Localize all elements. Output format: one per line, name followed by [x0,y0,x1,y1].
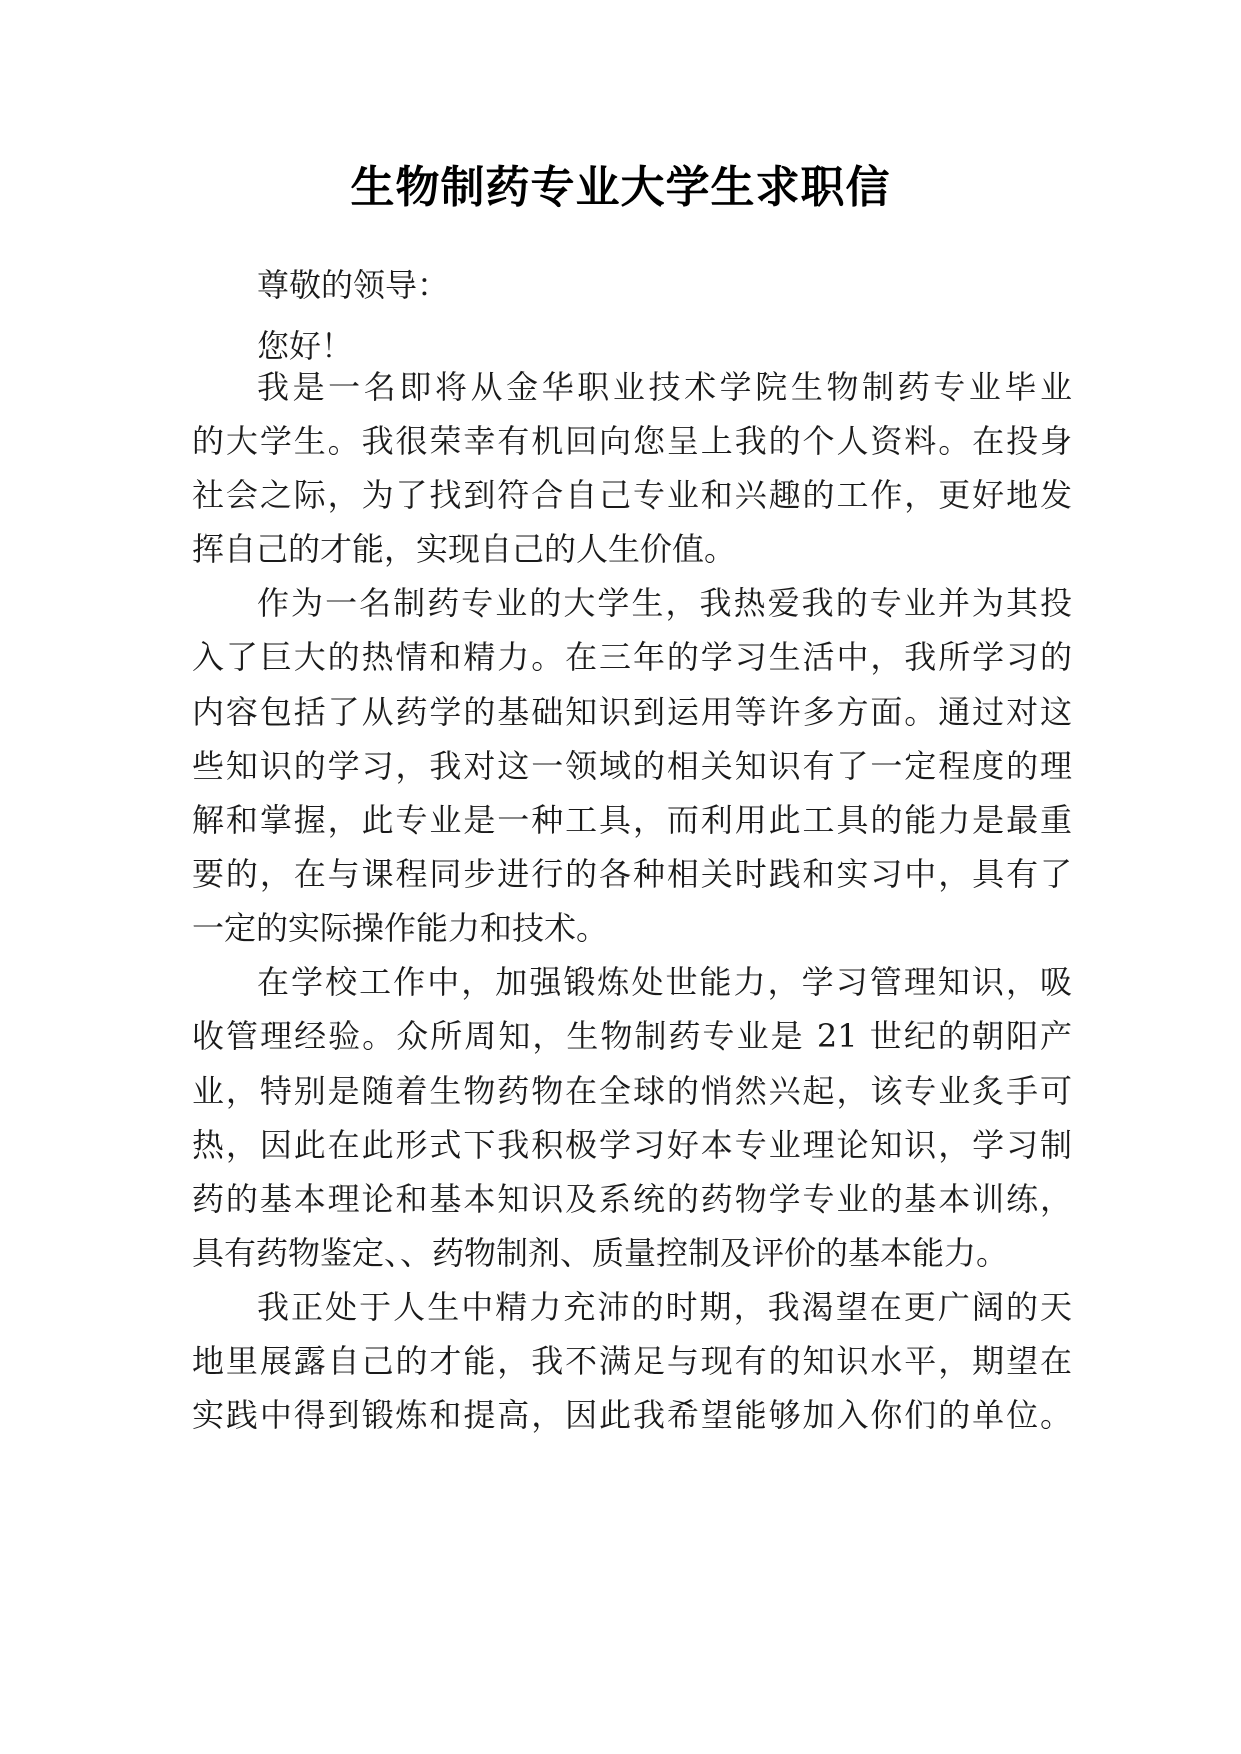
document-title: 生物制药专业大学生求职信 [350,162,891,213]
body-text-line: 热，因此在此形式下我积极学习好本专业理论知识，学习制 [192,1126,1072,1164]
greeting-line: 您好！ [257,327,354,365]
body-text-line: 实践中得到锻炼和提高，因此我希望能够加入你们的单位。 [192,1396,1072,1434]
salutation-line: 尊敬的领导： [257,266,450,304]
body-text-line: 具有药物鉴定、、药物制剂、质量控制及评价的基本能力。 [192,1234,1009,1272]
body-text-line: 业，特别是随着生物药物在全球的悄然兴起，该专业炙手可 [192,1072,1072,1110]
body-text-line: 我正处于人生中精力充沛的时期，我渴望在更广阔的天 [257,1288,1072,1326]
body-text-line: 药的基本理论和基本知识及系统的药物学专业的基本训练， [192,1180,1072,1218]
body-text-line: 挥自己的才能，实现自己的人生价值。 [192,530,737,568]
body-text-line: 作为一名制药专业的大学生，我热爱我的专业并为其投 [257,584,1072,622]
body-text-line: 要的，在与课程同步进行的各种相关时践和实习中，具有了 [192,855,1072,893]
body-text-line: 一定的实际操作能力和技术。 [192,909,609,947]
body-text-line: 入了巨大的热情和精力。在三年的学习生活中，我所学习的 [192,638,1072,676]
body-text-line: 地里展露自己的才能，我不满足与现有的知识水平，期望在 [192,1342,1072,1380]
body-text-line: 社会之际，为了找到符合自己专业和兴趣的工作，更好地发 [192,476,1072,514]
body-text-line: 内容包括了从药学的基础知识到运用等许多方面。通过对这 [192,693,1072,731]
body-text-line: 收管理经验。众所周知，生物制药专业是 21 世纪的朝阳产 [192,1017,1072,1055]
body-text-line: 解和掌握，此专业是一种工具，而利用此工具的能力是最重 [192,801,1072,839]
body-text-line: 些知识的学习，我对这一领域的相关知识有了一定程度的理 [192,747,1072,785]
body-text-line: 我是一名即将从金华职业技术学院生物制药专业毕业 [257,368,1072,406]
body-text-line: 在学校工作中，加强锻炼处世能力，学习管理知识，吸 [257,963,1072,1001]
body-text-line: 的大学生。我很荣幸有机回向您呈上我的个人资料。在投身 [192,422,1072,460]
